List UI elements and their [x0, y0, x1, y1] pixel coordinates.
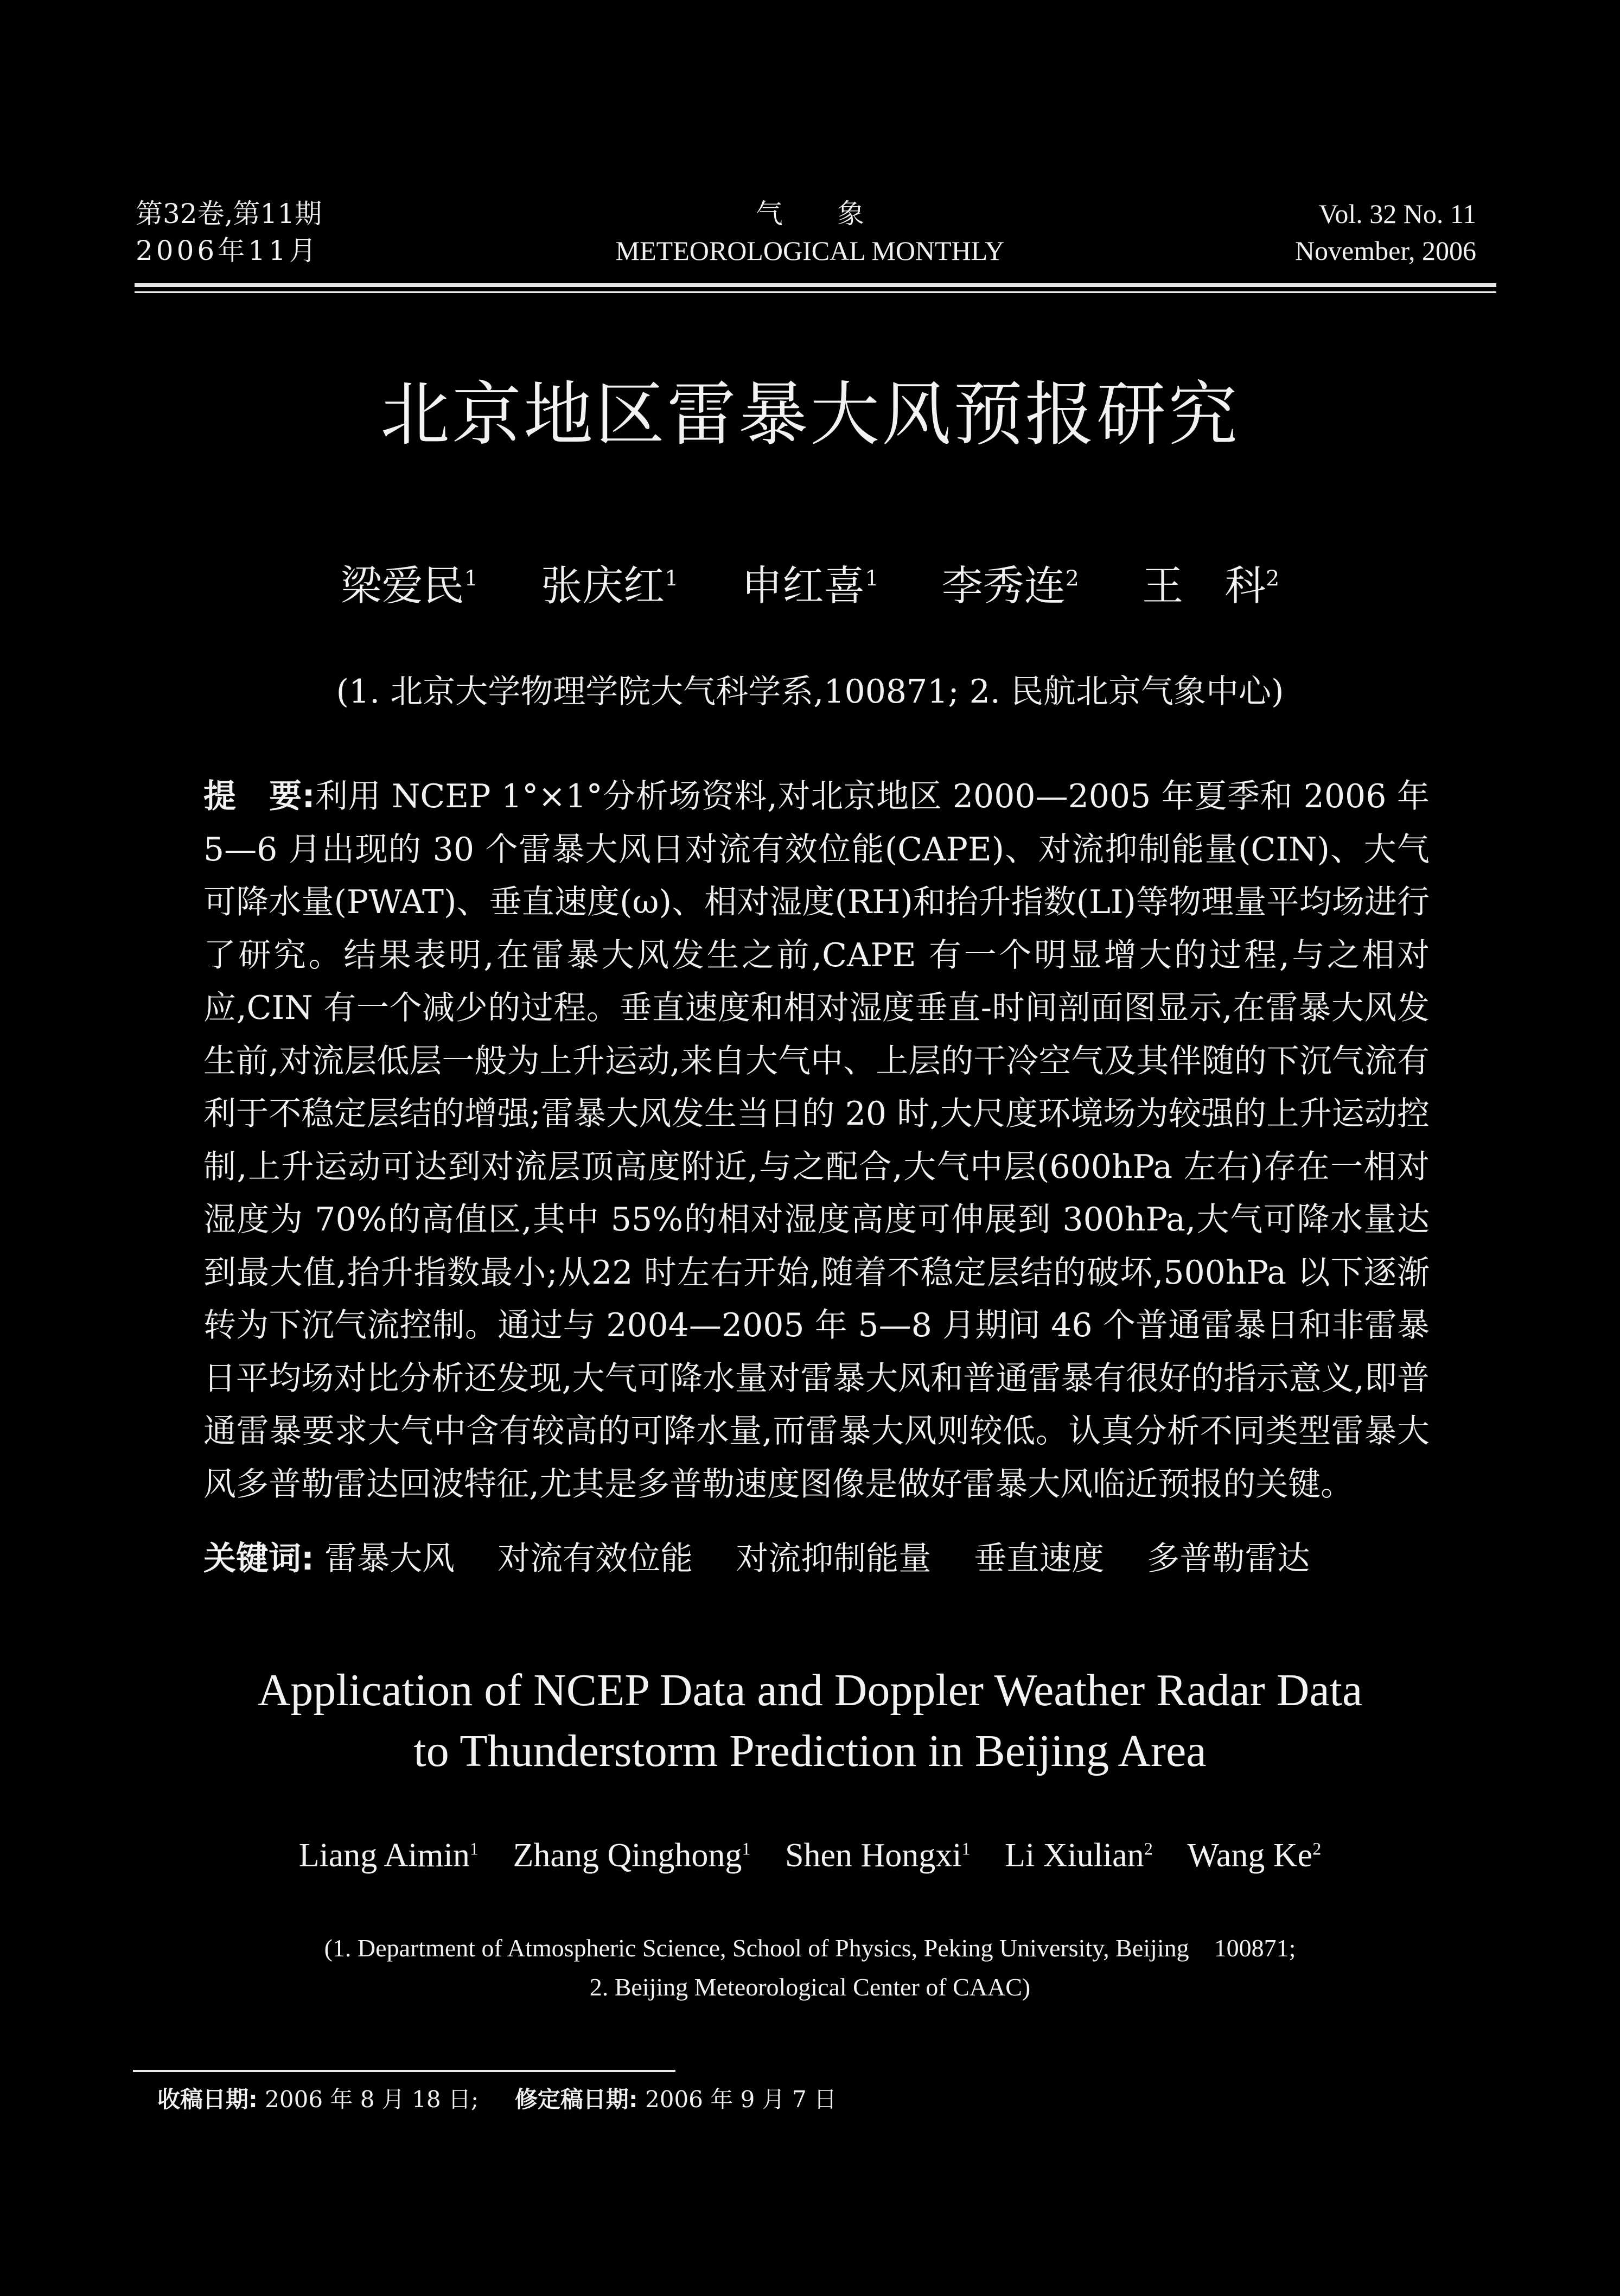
- volume-issue-en: Vol. 32 No. 11: [1318, 199, 1476, 229]
- keyword: 多普勒雷达: [1147, 1540, 1310, 1578]
- author-en: Shen Hongxi$^1$: [785, 1837, 971, 1874]
- keywords: [203, 1533, 1430, 1585]
- author-list-en: [0, 1834, 1620, 1877]
- keyword: 垂直速度: [974, 1540, 1105, 1578]
- author-cn: 李秀连$^2$: [941, 562, 1079, 610]
- author-en: Li Xiulian$^2$: [1005, 1837, 1153, 1874]
- journal-volume-en: [1295, 195, 1476, 269]
- revised-date: 2006 年 9 月 7 日: [645, 2086, 837, 2113]
- affiliation-en-line2: 2. Beijing Meteorological Center of CAAC): [589, 1973, 1031, 2001]
- journal-name-en: METEOROLOGICAL MONTHLY: [615, 235, 1005, 266]
- author-cn: 王 科$^2$: [1142, 562, 1280, 610]
- author-en: Zhang Qinghong$^1$: [513, 1837, 751, 1874]
- volume-issue-cn: 第32卷,第11期: [136, 198, 322, 229]
- paper-title-en-line1: Application of NCEP Data and Doppler Weather Radar Data: [257, 1665, 1363, 1715]
- abstract-text: 利用 NCEP 1°×1°分析场资料,对北京地区 2000—2005 年夏季和 2006 年5—6 月出现的 30 个雷暴大风日对流有效位能(CAPE)、对流抑制能量(CIN)、大气可降水量(PWAT)、垂直速度(ω)、相对湿度(RH)和抬升指数(LI)等物理量平均场进行了研究。结果表明,在雷暴大风发生之前,CAPE 有一个明显增大的过程,与之相对应,CIN 有一个减少的过程。垂直速度和相对湿度垂直-时间剖面图显示,在雷暴大风发生前,对流层低层一般为上升运动,来自大气中、上层的干冷空气及其伴随的下沉气流有利于不稳定层结的增强;雷暴大风发生当日的 20 时,大尺度环境场为较强的上升运动控制,上升运动可达到对流层顶高度附近,与之配合,大气中层(600hPa 左右)存在一相对湿度为 70%的高值区,其中 55%的相对湿度高度可伸展到 300hPa,大气可降水量达到最大值,抬升指数最小;从22 时左右开始,随着不稳定层结的破坏,500hPa 以下逐渐转为下沉气流控制。通过与 2004—2005 年 5—8 月期间 46 个普通雷暴日和非雷暴日平均场对比分析还发现,大气可降水量对雷暴大风和普通雷暴有很好的指示意义,即普通雷暴要求大气中含有较高的可降水量,而雷暴大风则较低。认真分析不同类型雷暴大风多普勒雷达回波特征,尤其是多普勒速度图像是做好雷暴大风临近预报的关键。: [203, 777, 1430, 1503]
- paper-title-en-line2: to Thunderstorm Prediction in Beijing Area: [413, 1726, 1207, 1776]
- author-cn: 梁爱民$^1$: [340, 562, 478, 610]
- affiliation-en-line1: (1. Department of Atmospheric Science, School of Physics, Peking University, Beijing 100871;: [324, 1934, 1296, 1962]
- author-list-cn: [0, 559, 1620, 613]
- received-label: 收稿日期:: [157, 2086, 258, 2113]
- journal-name-cn: 气 象: [756, 198, 864, 229]
- affiliation-en: [0, 1929, 1620, 2007]
- author-cn: 张庆红$^1$: [541, 562, 679, 610]
- paper-title-en: [0, 1660, 1620, 1782]
- author-en: Wang Ke$^2$: [1187, 1837, 1322, 1874]
- footnote-rule: [133, 2070, 675, 2072]
- author-en: Liang Aimin$^1$: [298, 1837, 479, 1874]
- footnote-dates: [157, 2083, 837, 2116]
- abstract: [203, 770, 1430, 1511]
- affiliation-cn: (1. 北京大学物理学院大气科学系,100871; 2. 民航北京气象中心): [336, 673, 1284, 711]
- keywords-label: 关键词:: [203, 1540, 314, 1578]
- header-rule-thin: [135, 291, 1496, 293]
- date-en: November, 2006: [1294, 235, 1476, 266]
- abstract-label: 提 要:: [203, 777, 315, 815]
- header-rule-thick: [135, 283, 1496, 287]
- keyword: 对流有效位能: [498, 1540, 693, 1578]
- received-date: 2006 年 8 月 18 日;: [265, 2086, 479, 2113]
- keyword: 对流抑制能量: [736, 1540, 932, 1578]
- date-cn: 2006年11月: [136, 235, 320, 266]
- paper-title-cn: 北京地区雷暴大风预报研究: [380, 374, 1240, 455]
- keyword: 雷暴大风: [324, 1540, 455, 1578]
- revised-label: 修定稿日期:: [514, 2086, 638, 2113]
- author-cn: 申红喜$^1$: [741, 562, 879, 610]
